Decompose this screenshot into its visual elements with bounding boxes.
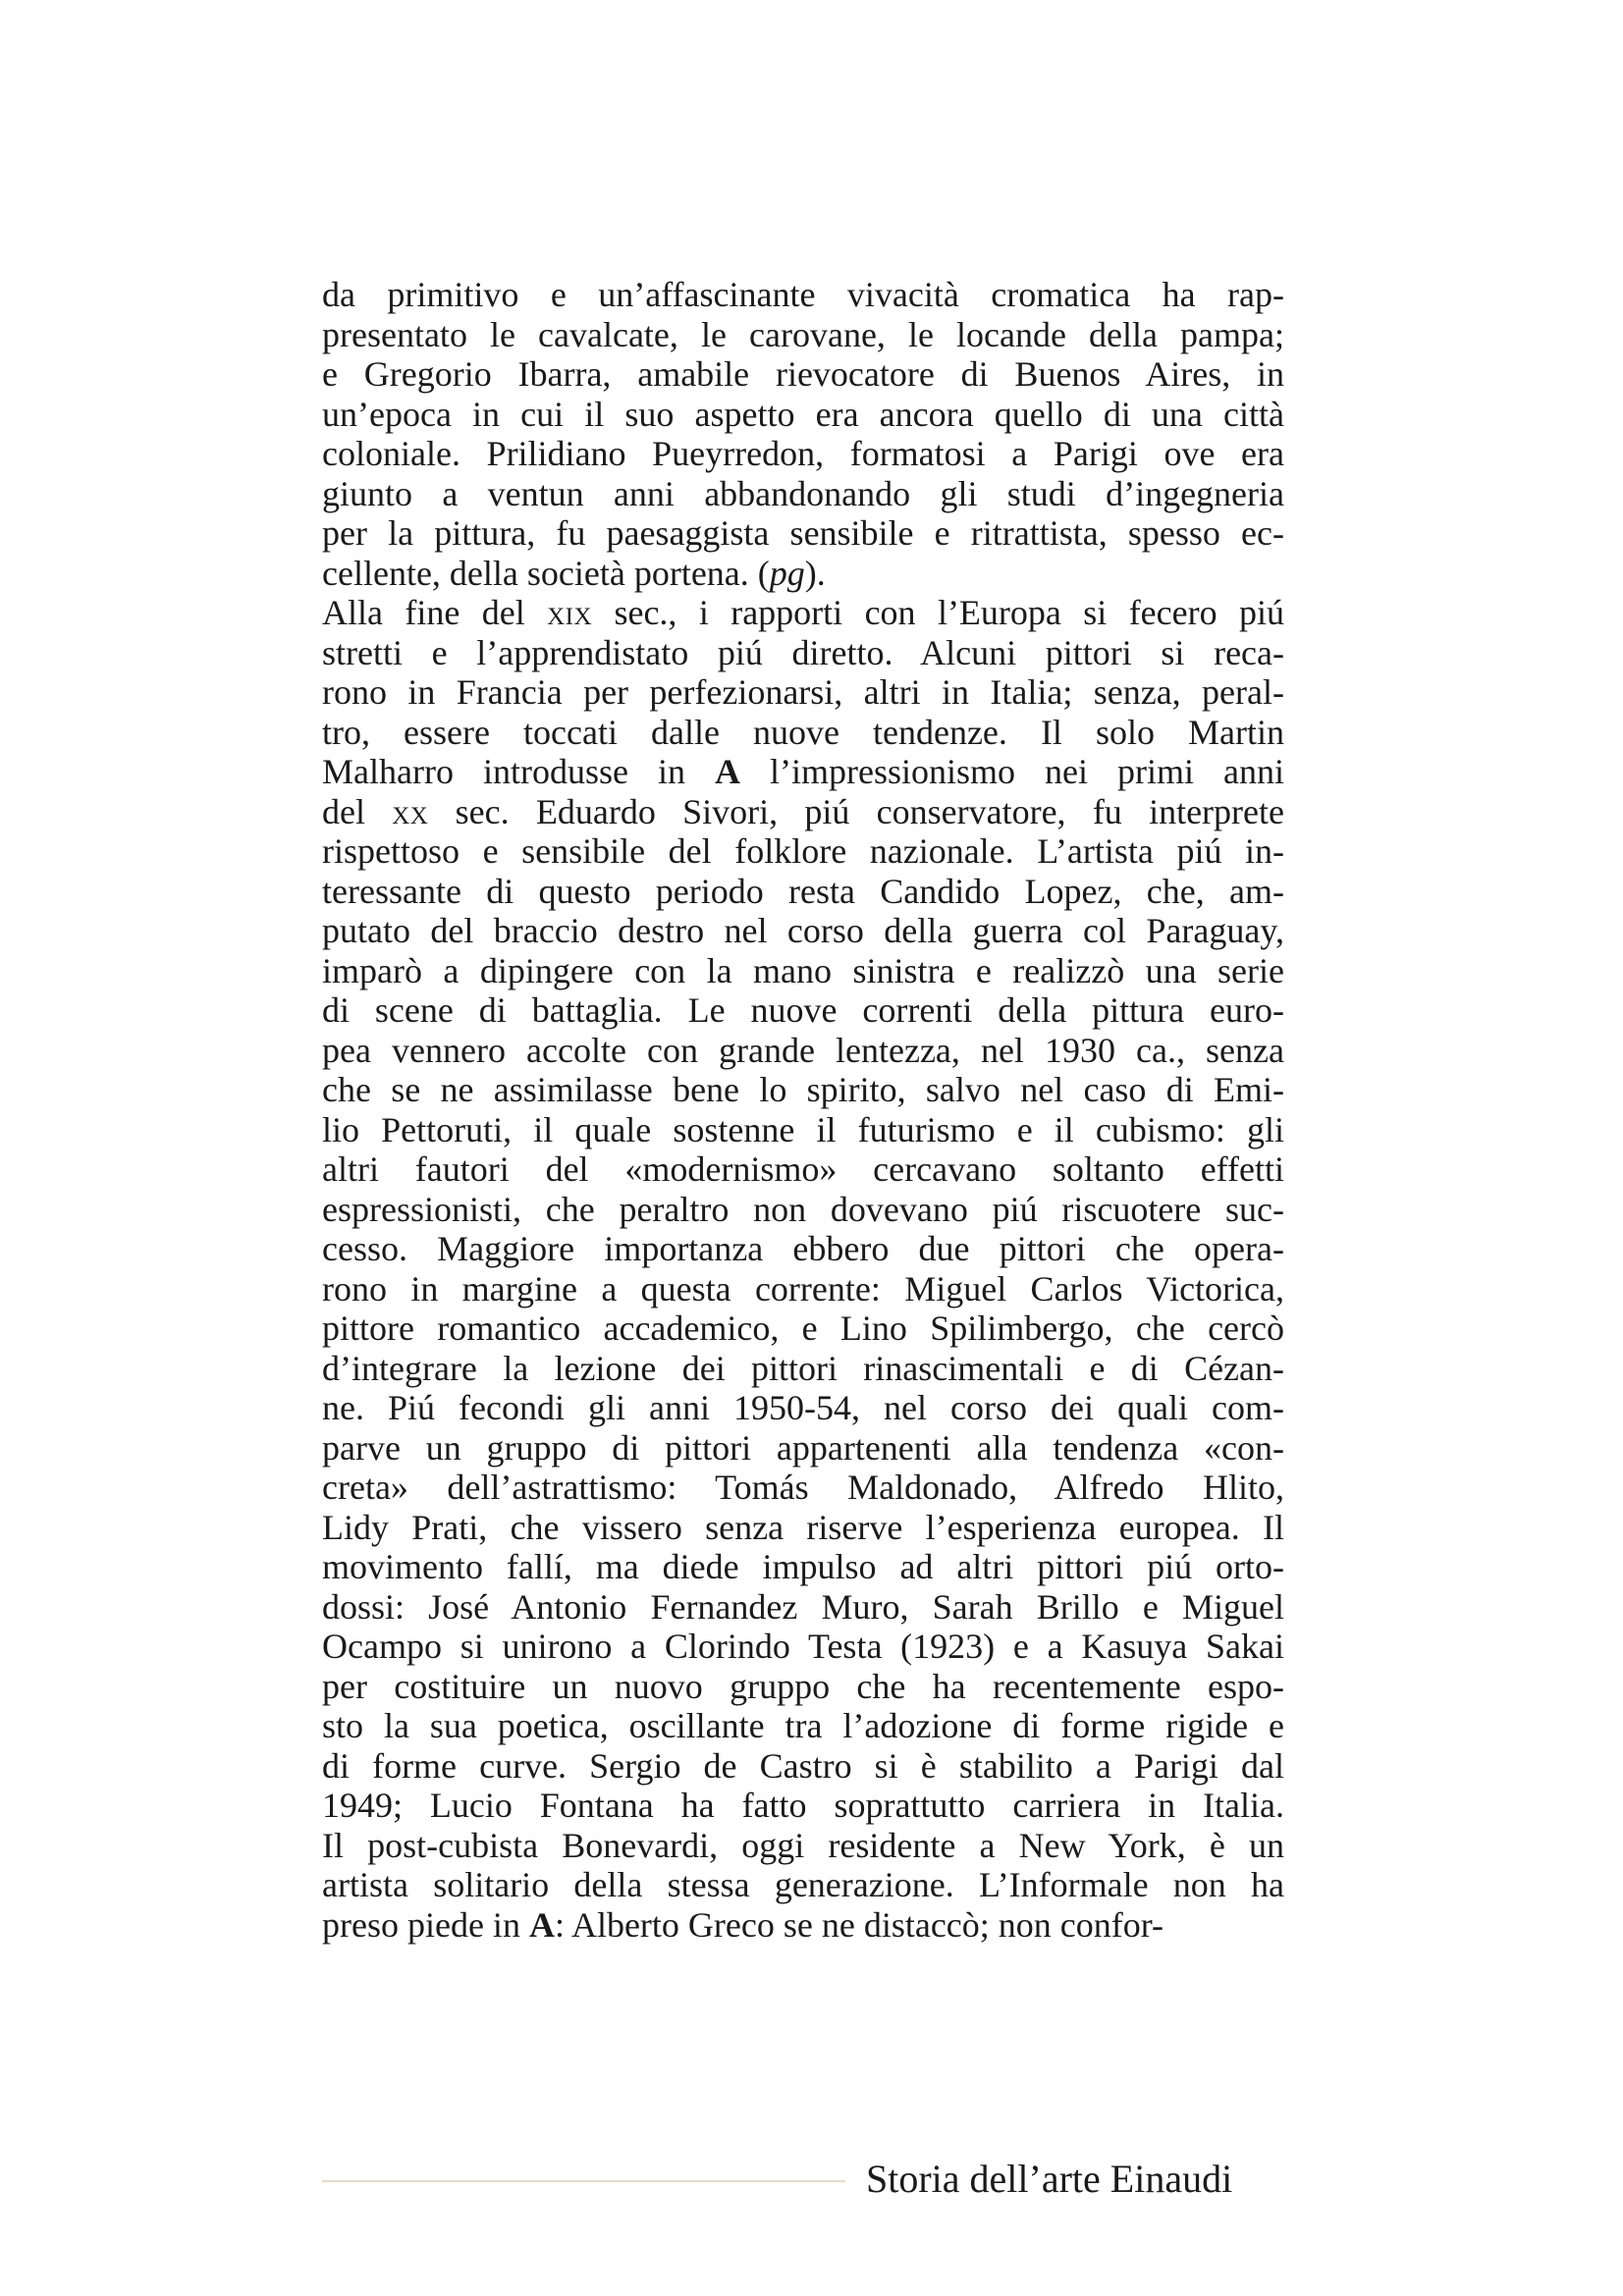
text-line: da primitivo e un’affascinante vivacità cromatica ha rap- [322, 275, 1284, 314]
text-line: espressionisti, che peraltro non dovevano piú riscuotere suc- [322, 1189, 1284, 1229]
text-line: coloniale. Prilidiano Pueyrredon, formatosi a Parigi ove era [322, 434, 1284, 473]
text-line: lio Pettoruti, il quale sostenne il futurismo e il cubismo: gli [322, 1109, 1284, 1149]
text-line: Malharro introdusse in A l’impressionismo nei primi anni [322, 752, 1284, 791]
body-text [322, 275, 1284, 1945]
text-line: movimento fallí, ma diede impulso ad altri pittori piú orto- [322, 1547, 1284, 1586]
text-line: pea vennero accolte con grande lentezza, nel 1930 ca., senza [322, 1030, 1284, 1070]
text-line: rono in Francia per perfezionarsi, altri in Italia; senza, peral- [322, 672, 1284, 712]
text-line: dossi: José Antonio Fernandez Muro, Sarah Brillo e Miguel [322, 1586, 1284, 1627]
text-line: del xx sec. Eduardo Sivori, piú conservatore, fu interprete [322, 791, 1284, 831]
text-line: stretti e l’apprendistato piú diretto. Alcuni pittori si reca- [322, 632, 1284, 672]
text-line: rono in margine a questa corrente: Miguel Carlos Victorica, [322, 1268, 1284, 1308]
text-line: altri fautori del «modernismo» cercavano soltanto effetti [322, 1149, 1284, 1189]
text-line: ne. Piú fecondi gli anni 1950-54, nel corso dei quali com- [322, 1388, 1284, 1427]
text-line: che se ne assimilasse bene lo spirito, salvo nel caso di Emi- [322, 1070, 1284, 1109]
text-line: di forme curve. Sergio de Castro si è stabilito a Parigi dal [322, 1745, 1284, 1786]
text-line: Ocampo si unirono a Clorindo Testa (1923) e a Kasuya Sakai [322, 1627, 1284, 1666]
text-line: sto la sua poetica, oscillante tra l’adozione di forme rigide e [322, 1706, 1284, 1745]
text-line: Lidy Prati, che vissero senza riserve l’esperienza europea. Il [322, 1507, 1284, 1547]
footer-rule [322, 2180, 845, 2182]
text-line: imparò a dipingere con la mano sinistra e realizzò una serie [322, 950, 1284, 990]
text-line: per la pittura, fu paesaggista sensibile e ritrattista, spesso ec- [322, 513, 1284, 553]
text-line: presentato le cavalcate, le carovane, le locande della pampa; [322, 314, 1284, 354]
text-line: d’integrare la lezione dei pittori rinascimentali e di Cézan- [322, 1348, 1284, 1388]
text-line: per costituire un nuovo gruppo che ha recentemente espo- [322, 1666, 1284, 1706]
footer-title: Storia dell’arte Einaudi [866, 2157, 1233, 2201]
text-line: pittore romantico accademico, e Lino Spilimbergo, che cercò [322, 1308, 1284, 1348]
text-line: preso piede in A: Alberto Greco se ne distaccò; non confor- [322, 1904, 1164, 1945]
text-line: artista solitario della stessa generazione. L’Informale non ha [322, 1865, 1284, 1904]
text-line: teressante di questo periodo resta Candido Lopez, che, am- [322, 871, 1284, 911]
text-line: e Gregorio Ibarra, amabile rievocatore di Buenos Aires, in [322, 354, 1284, 394]
text-line: creta» dell’astrattismo: Tomás Maldonado, Alfredo Hlito, [322, 1468, 1284, 1507]
text-line: di scene di battaglia. Le nuove correnti della pittura euro- [322, 990, 1284, 1030]
text-line: Il post-cubista Bonevardi, oggi residente a New York, è un [322, 1825, 1284, 1865]
text-line: un’epoca in cui il suo aspetto era ancora quello di una città [322, 394, 1284, 434]
text-line: 1949; Lucio Fontana ha fatto soprattutto carriera in Italia. [322, 1786, 1284, 1825]
text-line: Alla fine del xix sec., i rapporti con l’Europa si fecero piú [322, 593, 1285, 632]
text-line: parve un gruppo di pittori appartenenti alla tendenza «con- [322, 1427, 1284, 1468]
text-line: rispettoso e sensibile del folklore nazionale. L’artista piú in- [322, 831, 1284, 871]
text-line: putato del braccio destro nel corso della guerra col Paraguay, [322, 911, 1284, 950]
text-line: tro, essere toccati dalle nuove tendenze. Il solo Martin [322, 712, 1284, 752]
text-line: cesso. Maggiore importanza ebbero due pittori che opera- [322, 1229, 1284, 1268]
text-line: cellente, della società portena. (pg). [322, 553, 826, 593]
text-line: giunto a ventun anni abbandonando gli studi d’ingegneria [322, 473, 1284, 513]
